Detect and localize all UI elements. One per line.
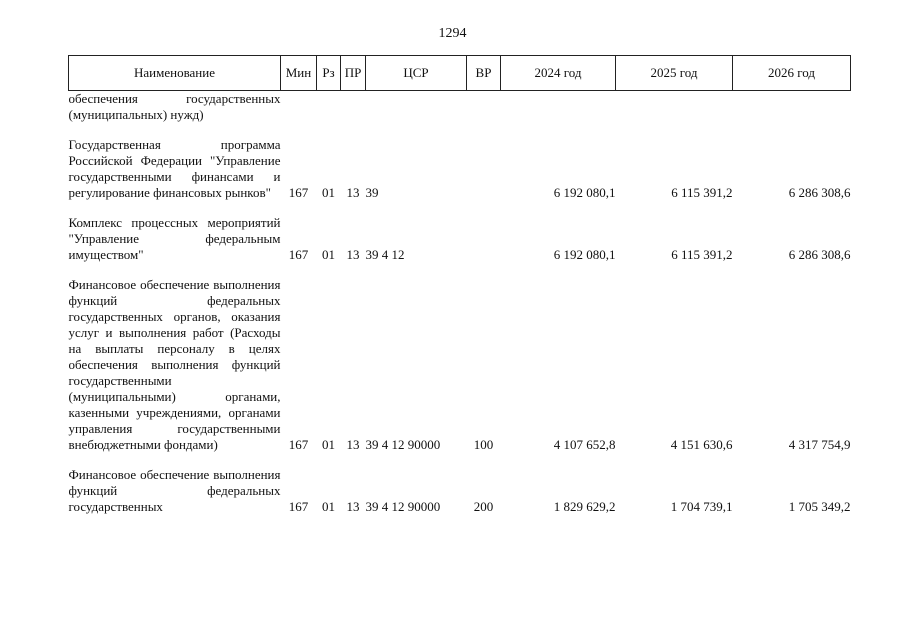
row-min: 167 (288, 437, 309, 452)
row-csr: 39 4 12 90000 (365, 437, 441, 452)
header-min: Мин (281, 56, 317, 91)
row-2025: 6 115 391,2 (671, 185, 733, 200)
table-row (69, 91, 851, 124)
row-2024: 6 192 080,1 (553, 247, 616, 262)
row-vr: 100 (473, 437, 494, 452)
row-pr (341, 91, 366, 124)
row-2026: 1 705 349,2 (788, 499, 851, 514)
row-name: Финансовое обеспечение выполнения функций федеральных государственных (68, 467, 281, 514)
row-rz (317, 91, 341, 124)
row-2026: 6 286 308,6 (788, 247, 851, 262)
row-name: Финансовое обеспечение выполнения функций федеральных государственных органов, оказания услуг и выполнения работ (Расходы на выплаты персоналу в целях обеспечения выполнения функций государственными (муниципальными) органами, казенными учреждениями, органами управления государственными внебюджетными фондами) (68, 277, 281, 452)
row-2026: 6 286 308,6 (788, 185, 851, 200)
header-rz: Рз (317, 56, 341, 91)
row-2024: 4 107 652,8 (553, 437, 616, 452)
row-2024: 6 192 080,1 (553, 185, 616, 200)
row-2025: 6 115 391,2 (671, 247, 733, 262)
header-vr: ВР (467, 56, 501, 91)
row-vr (467, 91, 501, 124)
row-vr: 200 (473, 499, 494, 514)
row-pr: 13 (346, 185, 360, 200)
row-min: 167 (288, 499, 309, 514)
row-csr: 39 4 12 (365, 247, 405, 262)
row-2024 (501, 91, 616, 124)
header-csr: ЦСР (366, 56, 467, 91)
row-csr: 39 4 12 90000 (365, 499, 441, 514)
table-row (69, 453, 851, 515)
header-2026: 2026 год (733, 56, 851, 91)
row-2025: 1 704 739,1 (670, 499, 733, 514)
row-vr (467, 123, 501, 201)
row-pr: 13 (346, 499, 360, 514)
row-2024: 1 829 629,2 (553, 499, 616, 514)
row-rz: 01 (322, 499, 335, 514)
header-2024: 2024 год (501, 56, 616, 91)
table-row (69, 263, 851, 453)
row-min: 167 (288, 185, 309, 200)
row-pr: 13 (346, 437, 360, 452)
row-csr: 39 (365, 185, 379, 200)
row-name: Государственная программа Российской Федерации "Управление государственными финансами и регулирование финансовых рынков" (68, 137, 281, 200)
row-2025 (616, 91, 733, 124)
row-2025: 4 151 630,6 (670, 437, 733, 452)
row-2026 (733, 91, 851, 124)
row-rz: 01 (322, 185, 335, 200)
row-name: обеспечения государственных (муниципальных) нужд) (68, 91, 281, 122)
table-row (69, 201, 851, 263)
header-pr: ПР (341, 56, 366, 91)
row-2026: 4 317 754,9 (788, 437, 851, 452)
row-min: 167 (288, 247, 309, 262)
table-row (69, 123, 851, 201)
row-min (281, 91, 317, 124)
table-header-row (69, 56, 851, 91)
header-name: Наименование (69, 56, 281, 91)
budget-table (68, 55, 851, 515)
header-2025: 2025 год (616, 56, 733, 91)
row-rz: 01 (322, 437, 335, 452)
row-csr (366, 91, 467, 124)
row-rz: 01 (322, 247, 335, 262)
row-name: Комплекс процессных мероприятий "Управление федеральным имуществом" (68, 215, 281, 262)
row-vr (467, 201, 501, 263)
page-number: 1294 (438, 26, 467, 41)
row-pr: 13 (346, 247, 360, 262)
